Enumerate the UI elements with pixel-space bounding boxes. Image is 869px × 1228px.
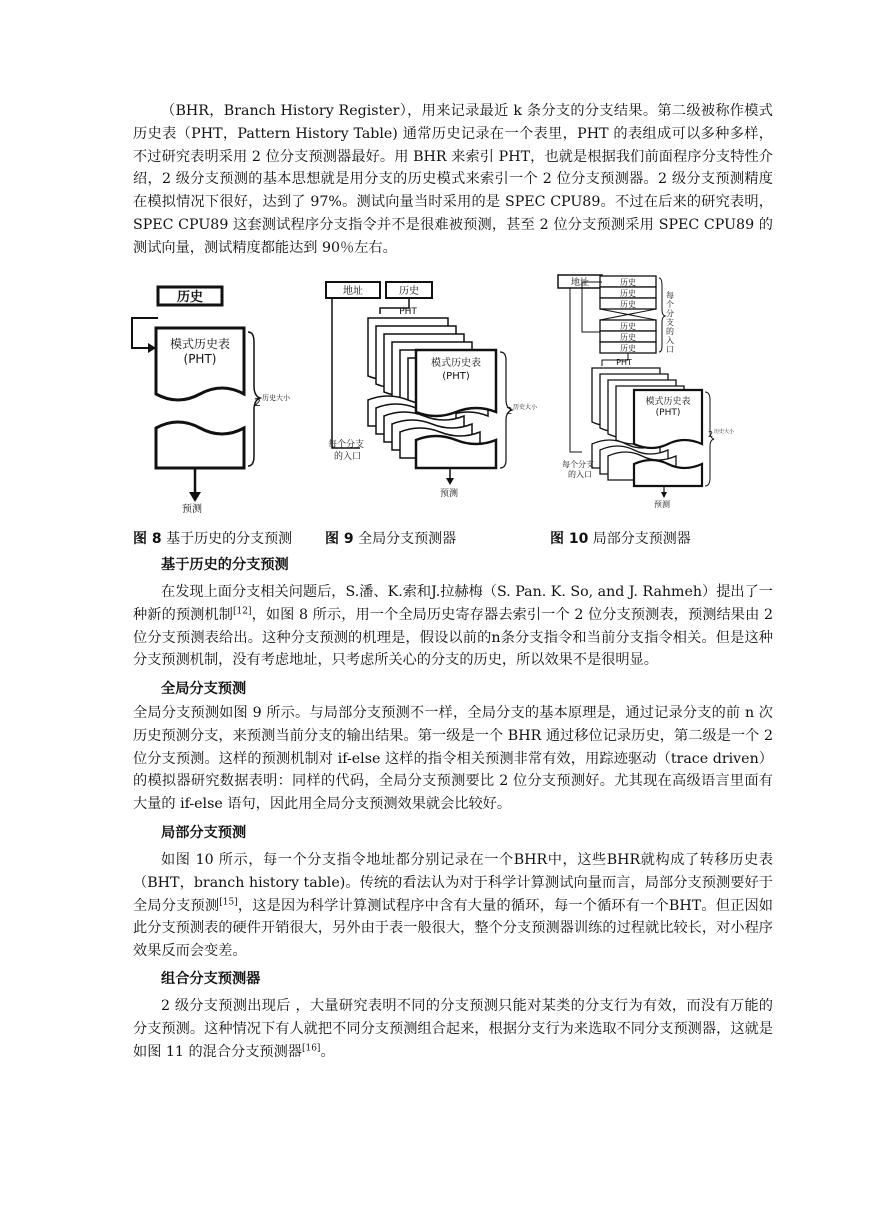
fig10-output-label: 预测 <box>654 500 670 509</box>
fig10-history-row-3: 历史 <box>620 300 636 309</box>
fig10-history-row-2: 历史 <box>620 289 636 298</box>
fig8-size-base: 2 <box>254 396 261 409</box>
fig9-output-label: 预测 <box>440 489 459 499</box>
figure-8-diagram <box>120 282 290 515</box>
figure-9-diagram <box>320 280 542 502</box>
fig8-table-sub: (PHT) <box>183 352 217 366</box>
fig9-address-label: 地址 <box>343 286 363 297</box>
fig9-pht-label: PHT <box>399 307 417 317</box>
section-heading-global: 全局分支预测 <box>161 681 247 697</box>
fig10-history-row-4: 历史 <box>620 322 636 331</box>
fig10-entry-1: 每个分支 <box>562 460 594 469</box>
fig10-history-row-5: 历史 <box>620 333 636 342</box>
fig10-caption-num: 图 10 <box>550 531 589 547</box>
fig10-size-base: 2 <box>708 430 714 439</box>
fig10-entry-2: 的入口 <box>568 470 592 479</box>
fig10-caption-text: 局部分支预测器 <box>588 531 691 547</box>
fig9-size-base: 2 <box>506 406 513 417</box>
fig8-caption-text: 基于历史的分支预测 <box>161 531 293 547</box>
fig9-history-label: 历史 <box>399 286 419 297</box>
section-paragraph-local: 如图 10 所示，每一个分支指令地址都分别记录在一个BHR中，这些BHR就构成了转移历史表（BHT，branch history table)。传统的看法认为对于科学计算测试向量而言，局部分支预测要好于全局分支预测[15]，这是因为科学计算测试程序中含有大量的循环，每一个循环有一个BHT。但正因如此分支预测表的硬件开销很大，另外由于表一般很大，整个分支预测器训练的过程就比较长，对小程序效果反而会变差。 <box>133 852 773 960</box>
fig9-caption-num: 图 9 <box>325 531 354 547</box>
fig9-entry-2: 的入口 <box>334 452 362 462</box>
section-heading-history-based: 基于历史的分支预测 <box>161 557 289 573</box>
fig10-side-3: 分 <box>666 309 674 318</box>
fig9-size-exp: 历史大小 <box>513 404 538 411</box>
fig10-table-title: 模式历史表 <box>645 397 691 407</box>
section-heading-local: 局部分支预测 <box>161 825 247 841</box>
figure-10-caption <box>550 528 691 548</box>
section-paragraph-combined: 2 级分支预测出现后 ，大量研究表明不同的分支预测只能对某类的分支行为有效，而没有万能的分支预测。这种情况下有人就把不同分支预测组合起来，根据分支行为来选取不同分支预测器，这就是如图 11 的混合分支预测器[16]。 <box>133 998 773 1060</box>
fig10-side-1: 每 <box>666 291 674 300</box>
fig10-history-row-6: 历史 <box>620 344 636 353</box>
figure-8-caption <box>133 528 292 548</box>
fig10-size-exp: 历史大小 <box>714 429 735 435</box>
citation-12: [12] <box>232 606 252 617</box>
pht-bottom-block <box>156 422 244 468</box>
fig10-table-sub: (PHT) <box>655 408 681 418</box>
fig10-address-label: 地址 <box>570 278 590 288</box>
citation-15: [15] <box>219 896 238 907</box>
section-paragraph-history-based: 在发现上面分支相关问题后，S.潘、K.索和J.拉赫梅（S. Pan. K. So, and J. Rahmeh）提出了一种新的预测机制[12]，如图 8 所示，用一个全局历史寄存器去索引一个 2 位分支预测表，预测结果由 2 位分支预测表给出。这种分支预测的机理是，假设以前的n条分支指令和当前分支指令相关。但是这种分支预测机制，没有考虑地址，只考虑所关心的分支的历史，所以效果不是很明显。 <box>133 584 773 669</box>
fig10-pht-label: PHT <box>616 358 632 367</box>
intro-paragraph: （BHR，Branch History Register），用来记录最近 k 条分支的分支结果。第二级被称作模式历史表（PHT，Pattern History Table) 通常历史记录在一个表里，PHT 的表组成可以多种多样，不过研究表明采用 2 位分支预测器最好。用 BHR 来索引 PHT，也就是根据我们前面程序分支特性介绍，2 级分支预测的基本思想就是用分支的历史模式来索引一个 2 位分支预测器。2 级分支预测精度在模拟情况下很好，达到了 97%。测试向量当时采用的是 SPEC CPU89。不过在后来的研究表明，SPEC CPU89 这套测试程序分支指令并不是很难被预测，甚至 2 位分支预测采用 SPEC CPU89 的测试向量，测试精度都能达到 90％左右。 <box>133 103 773 256</box>
fig10-history-row-1: 历史 <box>620 278 636 287</box>
section-paragraph-global: 全局分支预测如图 9 所示。与局部分支预测不一样，全局分支的基本原理是，通过记录分支的前 n 次历史预测分支，来预测当前分支的输出结果。第一级是一个 BHR 通过移位记录历史，第二级是一个 2 位分支预测。这样的预测机制对 if-else 这样的指令相关预测非常有效，用踪迹驱动（trace driven）的模拟器研究数据表明：同样的代码，全局分支预测要比 2 位分支预测好。尤其现在高级语言里面有大量的 if-else 语句，因此用全局分支预测效果就会比较好。 <box>133 705 773 813</box>
fig10-side-7: 口 <box>666 345 674 354</box>
fig9-table-title: 模式历史表 <box>431 358 481 369</box>
fig8-history-label: 历史 <box>176 290 204 305</box>
fig10-side-6: 入 <box>666 336 674 345</box>
fig8-output-label: 预测 <box>182 504 202 515</box>
fig10-side-4: 支 <box>666 318 674 327</box>
citation-16: [16] <box>301 1042 321 1053</box>
fig10-side-5: 的 <box>666 327 674 336</box>
figure-9-caption <box>325 528 456 548</box>
fig8-caption-num: 图 8 <box>133 531 162 547</box>
figure-10-diagram <box>542 272 735 512</box>
fig9-caption-text: 全局分支预测器 <box>353 531 457 547</box>
fig10-side-2: 个 <box>666 300 674 309</box>
section-heading-combined: 组合分支预测器 <box>161 971 261 987</box>
fig9-entry-1: 每个分支 <box>328 440 365 450</box>
fig8-size-exp: 历史大小 <box>262 394 290 402</box>
fig8-table-title: 模式历史表 <box>169 337 231 351</box>
fig9-table-sub: (PHT) <box>442 371 470 382</box>
